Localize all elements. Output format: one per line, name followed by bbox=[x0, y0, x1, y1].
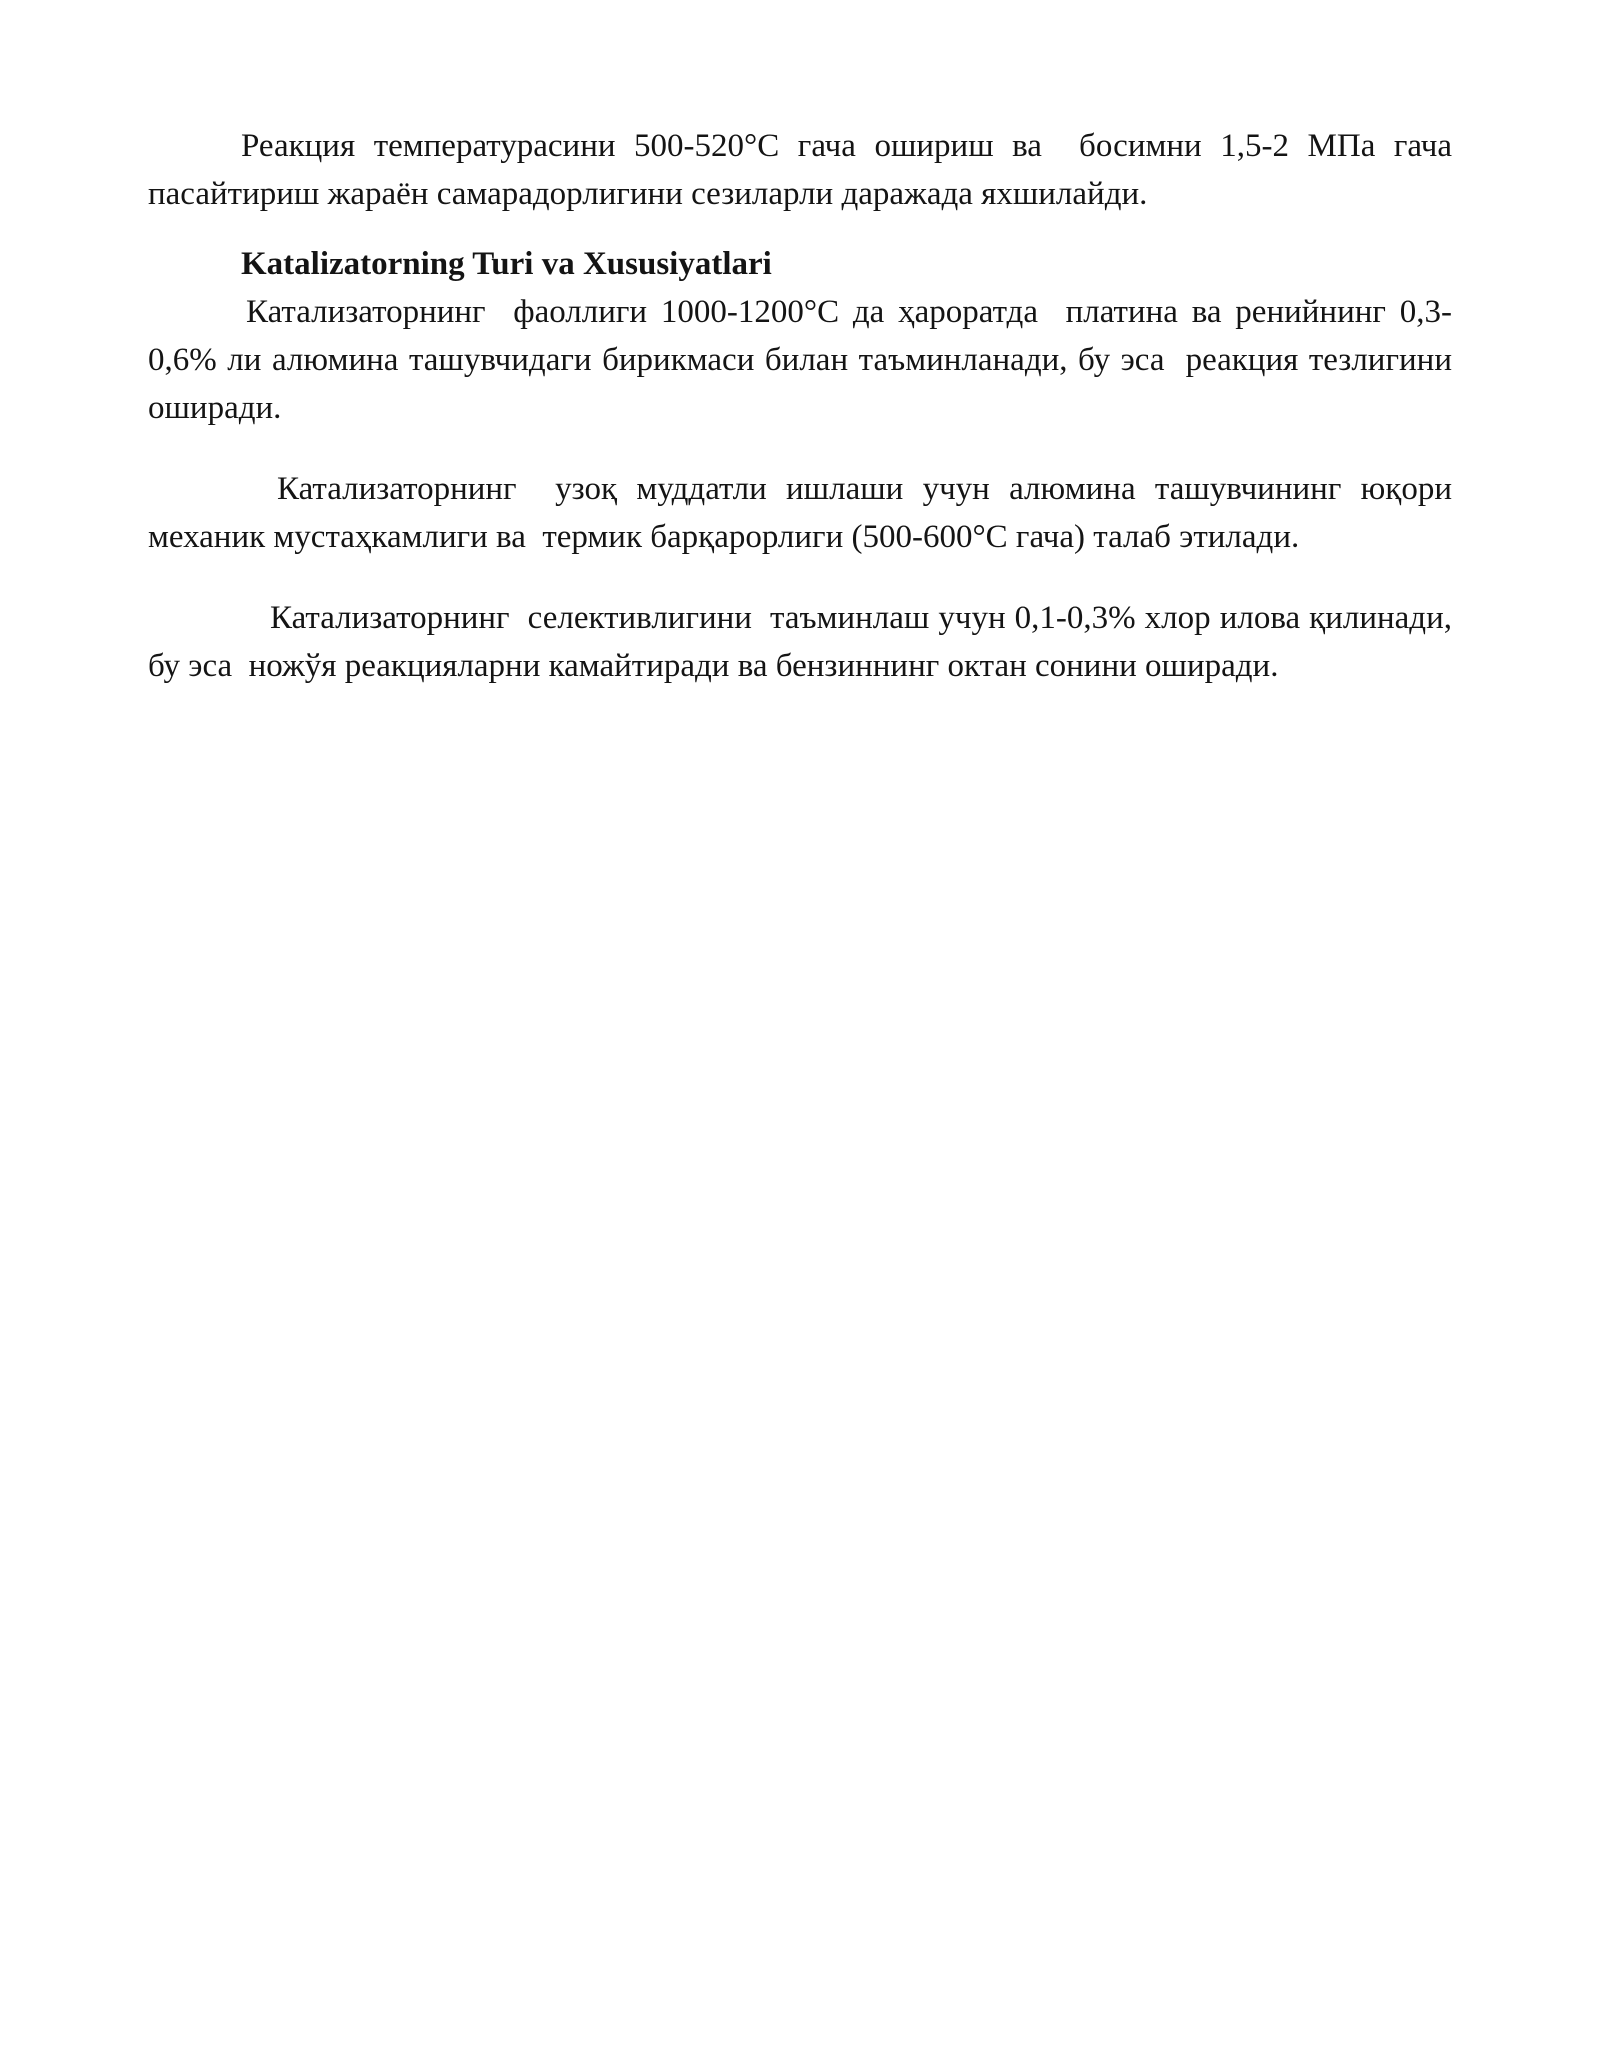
paragraph-catalyst-activity: Катализаторнинг фаоллиги 1000-1200°С да ҳароратда платина ва ренийнинг 0,3-0,6% ли алюмина ташувчидаги бирикмаси билан таъминланади, бу эса реакция тезлигини оширади. bbox=[148, 294, 1461, 426]
section-heading: Katalizatorning Turi va Xususiyatlari bbox=[241, 246, 772, 282]
paragraph-reaction-temperature: Реакция температурасини 500-520°С гача ошириш ва босимни 1,5-2 МПа гача пасайтириш жараён самарадорлигини сезиларли даражада яхшилайди. bbox=[148, 128, 1461, 212]
paragraph-catalyst-durability: Катализаторнинг узоқ муддатли ишлаши учун алюмина ташувчининг юқори механик мустаҳкамлиги ва термик барқарорлиги (500-600°С гача) талаб этилади. bbox=[148, 471, 1461, 555]
document-body bbox=[148, 122, 1461, 690]
paragraph-catalyst-selectivity: Катализаторнинг селективлигини таъминлаш учун 0,1-0,3% хлор илова қилинади, бу эса ножўя реакцияларни камайтиради ва бензиннинг октан сонини оширади. bbox=[148, 600, 1461, 684]
